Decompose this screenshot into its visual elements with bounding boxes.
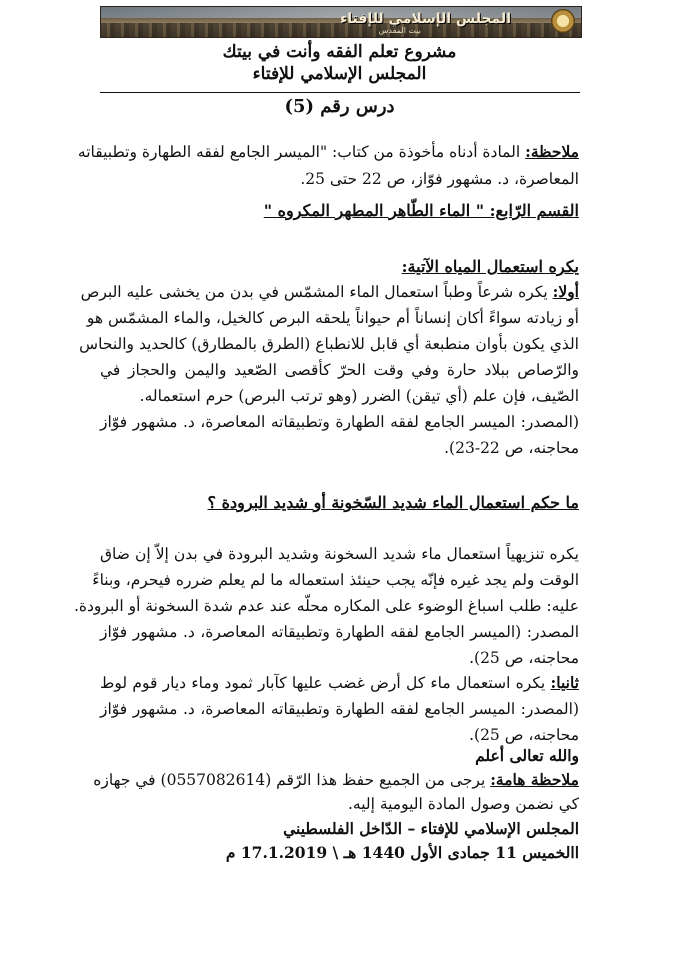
subheading-waters: يكره استعمال المياه الآتية:	[401, 257, 579, 276]
second-label: ثانيا:	[550, 673, 579, 692]
first-source-2: محاجنه، ص 22-23).	[444, 439, 579, 457]
second-line-1	[100, 674, 579, 692]
answer-source-2: محاجنه، ص 25).	[469, 649, 579, 667]
council-name: المجلس الإسلامي للإفتاء	[252, 64, 427, 84]
important-label: ملاحظة هامة:	[490, 770, 579, 789]
first-label: أولا:	[552, 282, 579, 301]
header-banner-image	[100, 6, 582, 38]
first-line-4: والرّصاص ببلاد حارة وفي وقت الحرّ كأقصى الصّعيد واليمن والحجاز في	[100, 361, 579, 379]
second-source-2: محاجنه، ص 25).	[469, 726, 579, 744]
answer-line-2: الوقت ولم يجد غيره فإنّه يجب حينئذ استعماله ما لم يعلم ضرره فيحرم، وبناءً	[92, 571, 579, 589]
first-line-5: الصّيف، فإن علم (أي تيقن) الضرر (وهو ترتب البرص) حرم استعماله.	[139, 387, 579, 405]
second-source-1: (المصدر: الميسر الجامع لفقه الطهارة وتطبيقاته المعاصرة، د. مشهور فوّاز	[100, 700, 579, 718]
first-line-2: أو زيادته سواءً أكان إنساناً أم حيواناً يلحقه البرص كالخيل، والماء المشمّس هو	[86, 309, 579, 327]
note-text-1: المادة أدناه مأخوذة من كتاب: "الميسر الجامع لفقه الطهارة وتطبيقاته	[77, 143, 521, 161]
note-line-2: المعاصرة، د. مشهور فوّاز، ص 22 حتى 25.	[300, 170, 579, 188]
important-text-1: يرجى من الجميع حفظ هذا الرّقم (0557082614) في جهازه	[93, 771, 486, 789]
first-line-1	[80, 282, 579, 301]
answer-line-3: عليه: طلب اسباغ الوضوء على المكاره محلّه عند عدم شدة السخونة أو البرودة.	[73, 597, 579, 615]
header-divider	[100, 92, 580, 93]
first-line-3: الذي يكون بأوان منطبعة أي قابل للانطباع (الطرق بالمطارق) كالحديد والنحاس	[79, 335, 579, 353]
council-logo-icon	[551, 9, 575, 33]
signature-date: االخميس 11 جمادى الأول 1440 هـ \ 17.1.2019 م	[225, 843, 579, 862]
answer-source-1: المصدر: (الميسر الجامع لفقه الطهارة وتطبيقاته المعاصرة، د. مشهور فوّاز	[100, 623, 579, 641]
project-title: مشروع تعلم الفقه وأنت في بيتك	[222, 42, 457, 62]
note-label: ملاحظة:	[525, 142, 579, 161]
lesson-title: درس رقم (5)	[284, 96, 395, 117]
second-text-1: يكره استعمال ماء كل أرض غضب عليها كآبار ثمود وماء ديار قوم لوط	[100, 674, 546, 692]
closing-phrase: والله تعالى أعلم	[475, 746, 579, 765]
banner-subtitle: بيت المقدس	[378, 26, 421, 35]
important-line-1	[93, 771, 579, 789]
note-line-1	[77, 142, 579, 161]
important-line-2: كي نضمن وصول المادة اليومية إليه.	[347, 795, 579, 813]
first-source-1: (المصدر: الميسر الجامع لفقه الطهارة وتطبيقاته المعاصرة، د. مشهور فوّاز	[100, 413, 579, 431]
first-text-1: يكره شرعاً وطباً استعمال الماء المشمّس في بدن من يخشى عليه البرص	[80, 283, 548, 301]
signature-council: المجلس الإسلامي للإفتاء – الدّاخل الفلسطيني	[283, 819, 579, 838]
question-heading: ما حكم استعمال الماء شديد السّخونة أو شديد البرودة ؟	[207, 493, 579, 512]
section-heading: القسم الرّابع: " الماء الطّاهر المطهر المكروه "	[263, 201, 579, 220]
answer-line-1: يكره تنزيهياً استعمال ماء شديد السخونة وشديد البرودة في بدن إلاّ إن ضاق	[100, 545, 579, 563]
banner-title: المجلس الإسلامي للإفتاء	[340, 11, 511, 27]
